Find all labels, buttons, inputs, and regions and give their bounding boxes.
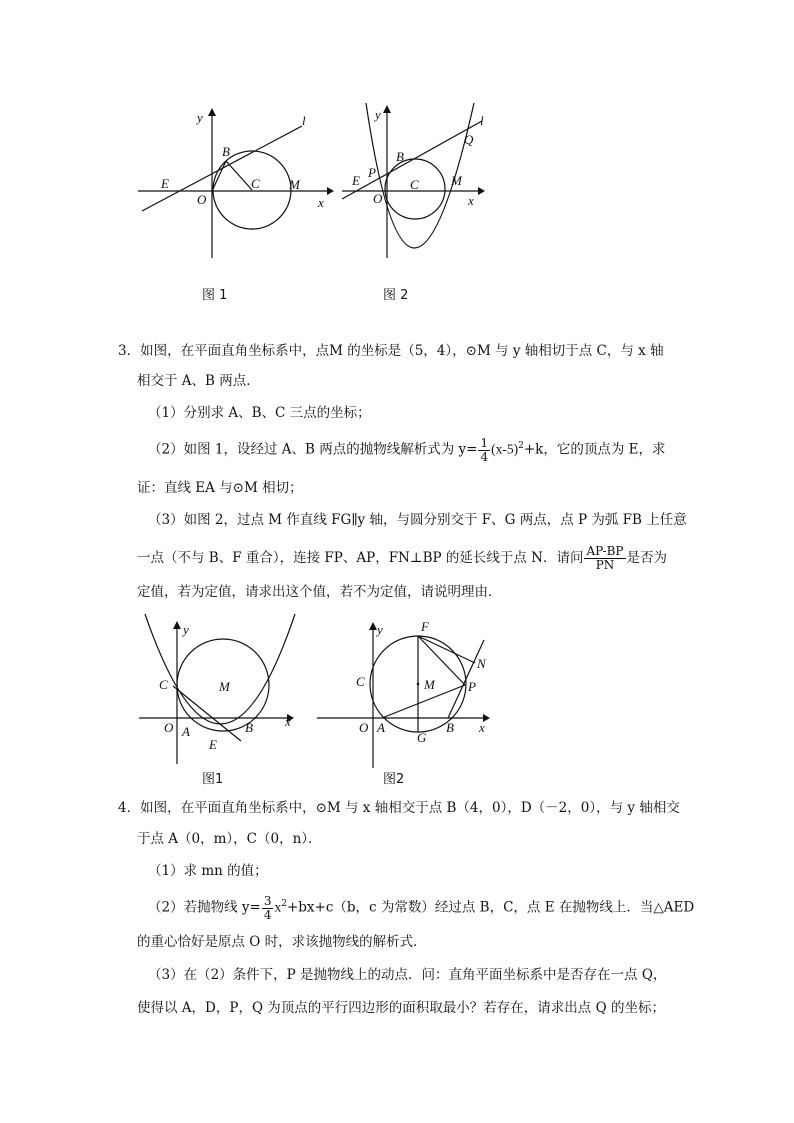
fraction-denominator: 4 bbox=[480, 449, 489, 464]
label-M: M bbox=[219, 679, 230, 694]
top-figure-1-drawing bbox=[135, 108, 335, 258]
label-C: C bbox=[159, 677, 168, 692]
label-E: E bbox=[352, 173, 360, 188]
label-M: M bbox=[451, 173, 462, 188]
label-B: B bbox=[446, 720, 454, 735]
top-figure-2 bbox=[338, 103, 498, 258]
q3-part-3-text: 一点（不与 B、F 重合），连接 FP、AP，FN⊥BP 的延长线于点 N．请问 bbox=[137, 550, 584, 566]
label-O: O bbox=[197, 192, 207, 207]
label-x: x bbox=[318, 195, 324, 210]
q4-part-2-text: （2）若抛物线 y= bbox=[148, 899, 261, 916]
q3-figure-2-drawing bbox=[315, 618, 495, 768]
fraction-numerator: 1 bbox=[480, 435, 489, 450]
q3-part-3-text-end: 是否为 bbox=[626, 550, 667, 566]
label-E: E bbox=[161, 176, 169, 191]
q4-part-3-line-1: （3）在（2）条件下，P 是抛物线上的动点．问：直角平面坐标系中是否存在一点 Q， bbox=[148, 967, 667, 983]
label-l: l bbox=[480, 113, 484, 128]
exponent: 2 bbox=[281, 899, 287, 909]
fraction-numerator: 3 bbox=[263, 893, 272, 908]
q4-part-2-fraction bbox=[262, 895, 274, 922]
label-P: P bbox=[368, 165, 376, 180]
q3-number: 3． bbox=[118, 343, 141, 359]
fraction-numerator: AP-BP bbox=[586, 544, 624, 558]
label-O: O bbox=[164, 720, 174, 735]
label-y: y bbox=[183, 622, 189, 637]
label-x: x bbox=[285, 714, 291, 729]
q3-part-2-text: （2）如图 1，设经过 A、B 两点的抛物线解析式为 y= bbox=[148, 441, 478, 458]
label-M: M bbox=[424, 677, 435, 692]
q3-part-1: （1）分别求 A、B、C 三点的坐标； bbox=[148, 405, 371, 421]
label-C: C bbox=[410, 177, 419, 192]
q3-figure-1 bbox=[137, 614, 307, 764]
top-figure-1 bbox=[135, 108, 335, 258]
q3-stem-text: 如图，在平面直角坐标系中，点M 的坐标是（5，4），⊙M 与 y 轴相切于点 C，与 x 轴 bbox=[140, 343, 664, 359]
label-O: O bbox=[373, 191, 383, 206]
q3-part-2-text-end: +k，它的顶点为 E，求 bbox=[523, 441, 666, 458]
top-figure-2-caption: 图 2 bbox=[383, 288, 409, 303]
label-B: B bbox=[396, 149, 404, 164]
label-B: B bbox=[222, 144, 230, 159]
q3-figure-2-caption: 图2 bbox=[383, 772, 405, 787]
q4-part-1: （1）求 mn 的值； bbox=[148, 863, 268, 879]
q3-figure-1-caption: 图1 bbox=[202, 772, 224, 787]
q4-part-3-line-2: 使得以 A，D，P，Q 为顶点的平行四边形的面积取最小？若存在，请求出点 Q 的坐标； bbox=[137, 1000, 665, 1016]
q3-part-2-line-2: 证：直线 EA 与⊙M 相切； bbox=[137, 480, 303, 496]
label-Q: Q bbox=[464, 132, 474, 147]
label-B: B bbox=[245, 720, 253, 735]
label-P: P bbox=[468, 679, 476, 694]
fraction-denominator: PN bbox=[595, 558, 615, 572]
q4-stem-line-1 bbox=[118, 798, 680, 818]
label-O: O bbox=[359, 720, 369, 735]
exponent: 2 bbox=[518, 441, 524, 451]
top-figure-1-caption: 图 1 bbox=[202, 288, 228, 303]
q3-part-3-line-3: 定值，若为定值，请求出这个值，若不为定值，请说明理由． bbox=[137, 584, 502, 600]
q3-part-3-line-2 bbox=[137, 545, 667, 572]
label-y: y bbox=[197, 110, 203, 125]
label-x: x bbox=[468, 193, 474, 208]
label-y: y bbox=[377, 622, 383, 637]
q3-stem-line-2: 相交于 A、B 两点． bbox=[137, 373, 260, 389]
label-N: N bbox=[477, 656, 486, 671]
q4-part-2-text-end: +bx+c（b，c 为常数）经过点 B，C，点 E 在抛物线上．当△AED bbox=[286, 899, 695, 916]
q3-part-2-fraction bbox=[478, 437, 490, 464]
label-l: l bbox=[302, 113, 306, 128]
label-C: C bbox=[251, 176, 260, 191]
q4-stem-line-2: 于点 A（0，m），C（0，n）． bbox=[137, 831, 322, 847]
q4-number: 4． bbox=[118, 800, 141, 816]
q3-part-2-expr: (x-5) bbox=[491, 441, 519, 457]
q3-stem-line-1 bbox=[118, 341, 664, 361]
fraction-denominator: 4 bbox=[263, 907, 272, 922]
label-x: x bbox=[479, 720, 485, 735]
q4-part-2-expr: x bbox=[274, 899, 282, 915]
label-A: A bbox=[377, 720, 385, 735]
label-F: F bbox=[421, 619, 429, 634]
q3-figure-2 bbox=[315, 618, 495, 768]
label-E: E bbox=[209, 737, 217, 752]
q3-figure-1-drawing bbox=[137, 614, 307, 764]
q4-stem-text: 如图，在平面直角坐标系中，⊙M 与 x 轴相交于点 B（4，0），D（－2，0），与 y 轴相交 bbox=[140, 800, 680, 816]
q3-part-3-fraction bbox=[584, 545, 625, 572]
q3-part-2 bbox=[148, 436, 665, 464]
label-M: M bbox=[289, 177, 300, 192]
label-A: A bbox=[182, 724, 190, 739]
label-y: y bbox=[375, 107, 381, 122]
q4-part-2-line-2: 的重心恰好是原点 O 时，求该抛物线的解析式． bbox=[137, 934, 427, 950]
label-G: G bbox=[417, 730, 427, 745]
label-C: C bbox=[356, 674, 365, 689]
top-figure-2-drawing bbox=[338, 103, 498, 258]
q3-part-3-line-1: （3）如图 2，过点 M 作直线 FG∥y 轴，与圆分别交于 F、G 两点，点 P 为弧 FB 上任意 bbox=[148, 512, 687, 528]
q4-part-2 bbox=[148, 894, 694, 922]
